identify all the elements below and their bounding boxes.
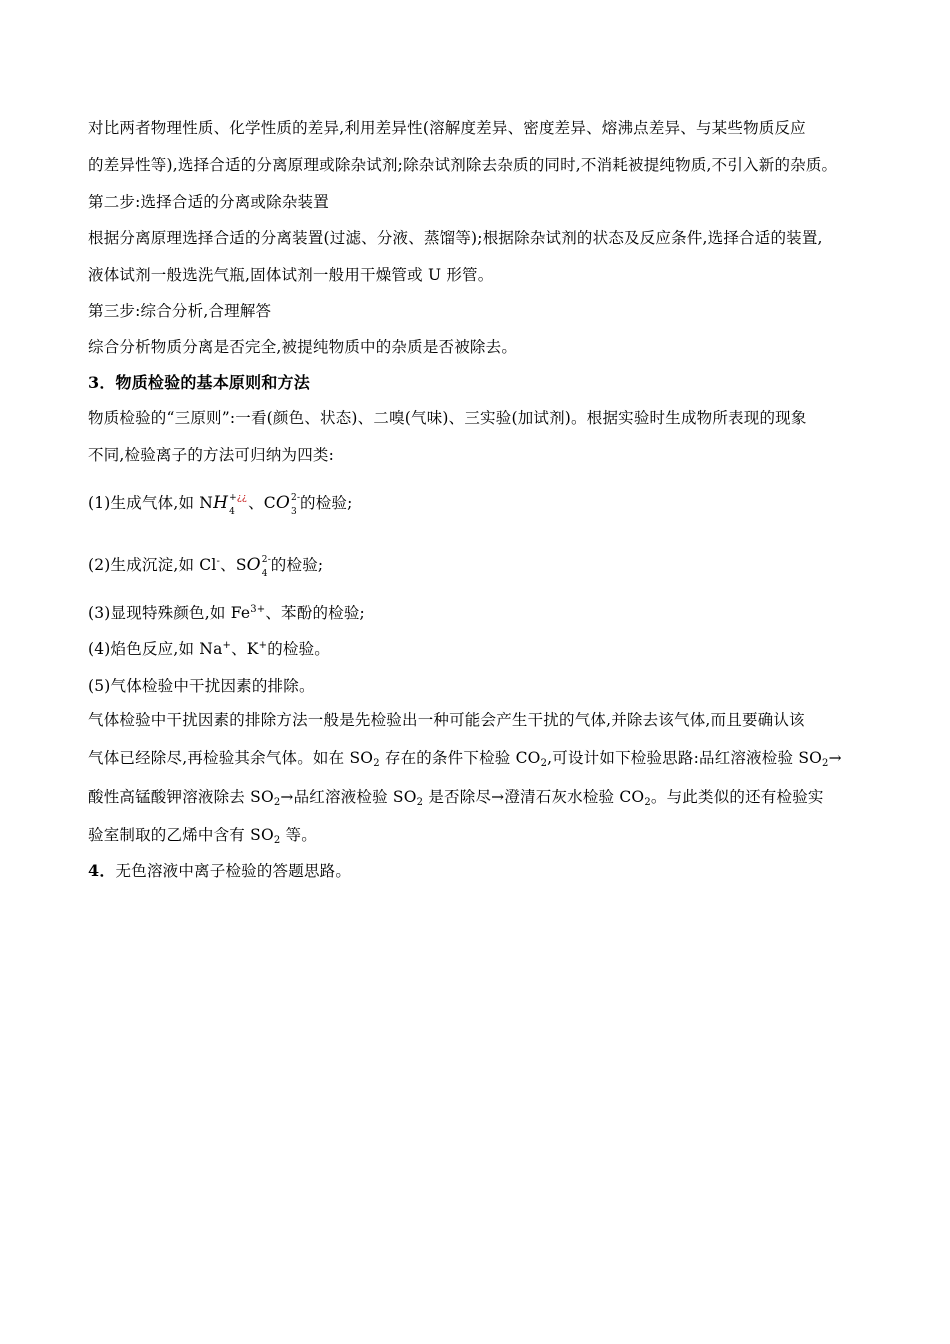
sub: 2	[273, 797, 281, 808]
text: 。与此类似的还有检验实	[650, 788, 824, 806]
heading-text: 无色溶液中离子检验的答题思路。	[115, 862, 352, 880]
text: (3)显现特殊颜色,如 Fe	[88, 604, 251, 622]
sup: 2-	[291, 493, 301, 503]
paragraph-line: 根据分离原理选择合适的分离装置(过滤、分液、蒸馏等);根据除杂试剂的状态及反应条件,选择合适的装置,	[88, 229, 823, 247]
paragraph-line: 综合分析物质分离是否完全,被提纯物质中的杂质是否被除去。	[88, 338, 518, 356]
text: 、C	[248, 494, 276, 512]
text: 是否除尽→澄清石灰水检验 CO	[423, 788, 645, 806]
text: →品红溶液检验 SO	[280, 788, 417, 806]
list-item-3	[88, 603, 365, 626]
sub: 2	[416, 797, 424, 808]
text: (1)生成气体,如 N	[88, 494, 214, 512]
step-heading: 第三步:综合分析,合理解答	[88, 302, 272, 320]
section-heading-3: 3．物质检验的基本原则和方法	[88, 373, 310, 392]
sub: 2	[540, 758, 548, 769]
paragraph-line: 物质检验的“三原则”:一看(颜色、状态)、二嗅(气味)、三实验(加试剂)。根据实验时生成物所表现的现象	[88, 409, 807, 427]
sup: -	[216, 556, 221, 567]
formula-h: H	[213, 493, 229, 513]
sub: 2	[822, 758, 829, 769]
list-item-4	[88, 639, 330, 662]
list-item-1	[88, 493, 353, 517]
text: 的检验。	[267, 640, 330, 658]
text: 气体已经除尽,再检验其余气体。如在 SO	[88, 749, 374, 767]
text: 存在的条件下检验 CO	[379, 749, 541, 767]
text: 的检验;	[270, 556, 324, 574]
sub: 2	[373, 758, 380, 769]
step-heading: 第二步:选择合适的分离或除杂装置	[88, 193, 329, 211]
garbled-glyph: ¿¿	[236, 493, 247, 503]
text: (2)生成沉淀,如 Cl	[88, 556, 217, 574]
sub: 4	[261, 569, 268, 579]
text: 验室制取的乙烯中含有 SO	[88, 826, 274, 844]
text: 的检验;	[300, 494, 353, 512]
section-heading-4	[88, 861, 351, 881]
sub: 3	[291, 507, 297, 517]
list-item-2	[88, 555, 323, 578]
ion-index	[290, 493, 301, 517]
ion-index	[228, 493, 247, 517]
paragraph-line	[88, 787, 824, 810]
sub: 2	[273, 835, 281, 846]
text: 、K	[231, 640, 259, 658]
sup: +	[222, 640, 232, 651]
text: 酸性高锰酸钾溶液除去 SO	[88, 788, 274, 806]
text: 、苯酚的检验;	[265, 604, 365, 622]
ion-index	[261, 555, 271, 579]
paragraph-line: 液体试剂一般选洗气瓶,固体试剂一般用干燥管或 U 形管。	[88, 266, 494, 284]
formula-o: O	[275, 493, 291, 513]
text: 等。	[280, 826, 317, 844]
sup: +	[258, 640, 268, 651]
sub: 2	[644, 797, 651, 808]
paragraph-line	[88, 825, 317, 848]
list-item-5: (5)气体检验中干扰因素的排除。	[88, 677, 315, 695]
text: 、S	[220, 556, 247, 574]
paragraph-line	[88, 748, 842, 771]
text: ,可设计如下检验思路:品红溶液检验 SO	[547, 749, 823, 767]
text: (4)焰色反应,如 Na	[88, 640, 223, 658]
paragraph-line: 的差异性等),选择合适的分离原理或除杂试剂;除杂试剂除去杂质的同时,不消耗被提纯物质,不引入新的杂质。	[88, 156, 838, 174]
heading-number: 4．	[88, 861, 116, 880]
formula-o: O	[246, 555, 261, 575]
sup: 3+	[250, 604, 266, 615]
paragraph-line: 气体检验中干扰因素的排除方法一般是先检验出一种可能会产生干扰的气体,并除去该气体,而且要确认该	[88, 711, 805, 729]
sup: +	[229, 493, 237, 503]
paragraph-line: 对比两者物理性质、化学性质的差异,利用差异性(溶解度差异、密度差异、熔沸点差异、与某些物质反应	[88, 119, 806, 137]
paragraph-line: 不同,检验离子的方法可归纳为四类:	[88, 446, 335, 464]
sup: 2-	[261, 555, 271, 565]
text: →	[828, 749, 842, 767]
sub: 4	[229, 507, 236, 517]
